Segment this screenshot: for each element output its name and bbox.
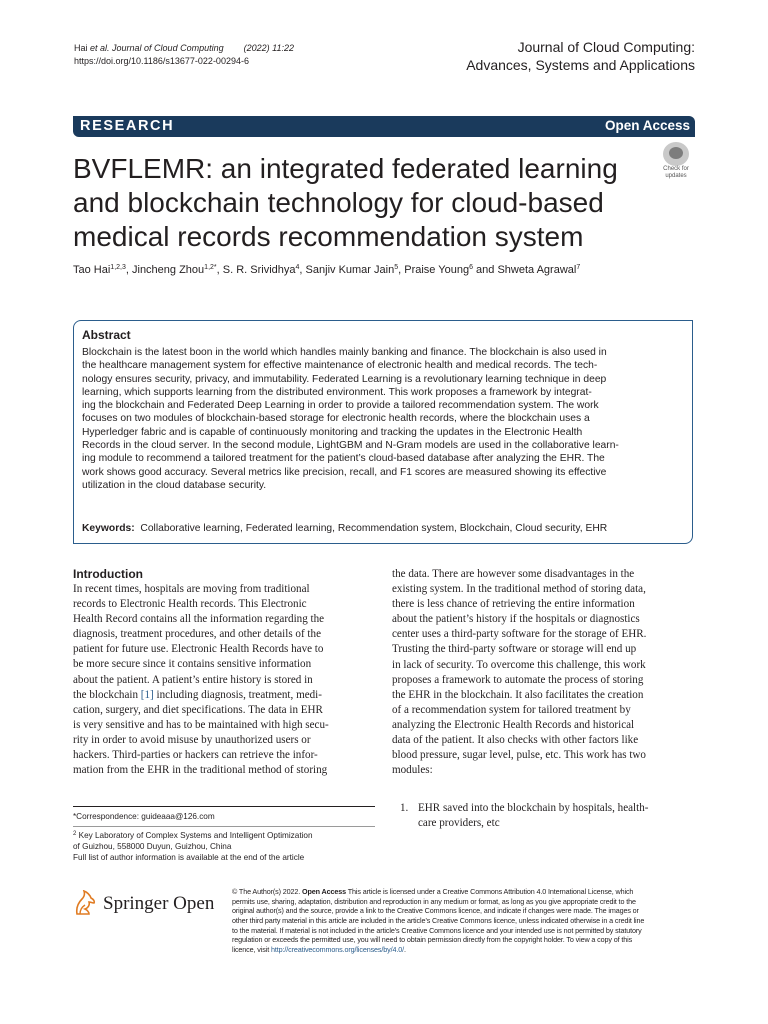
intro-line: be more secure since it contains sensitive information	[73, 658, 312, 671]
intro-line: the data. There are however some disadvantages in the	[392, 568, 635, 580]
intro-line: is very sensitive and has to be maintained with high secu-	[73, 718, 329, 731]
intro-line: proposes a framework to automate the process of storing	[392, 673, 644, 686]
intro-line: existing system. In the traditional method of storing data,	[392, 583, 646, 596]
doi-link[interactable]: https://doi.org/10.1186/s13677-022-00294-6	[74, 56, 249, 66]
affiliation-note	[73, 830, 383, 863]
abstract-line: learning, which supports learning from the distributed environment. This work proposes a framework by integrat-	[82, 386, 592, 398]
open-access-label: Open Access	[604, 118, 690, 133]
citation-header	[74, 42, 294, 68]
license-line	[232, 926, 694, 936]
intro-line: center uses a third-party software for the storage of EHR.	[392, 628, 647, 641]
intro-line: hackers. Third-parties or hackers can retrieve the infor-	[73, 749, 318, 762]
license-text	[232, 887, 694, 955]
abstract-line: Hyperledger fabric and is capable of continuously monitoring and tracking the updates in the Electronic Health	[82, 426, 583, 438]
author-affiliation: 1,2*	[204, 264, 217, 271]
intro-right-column	[392, 567, 694, 778]
intro-line: rity in order to avoid misuse by unauthorized users or	[73, 733, 311, 746]
intro-line: of a recommendation system for tailored treatment by	[392, 703, 631, 716]
publisher-name: Springer Open	[103, 893, 215, 914]
license-line	[232, 935, 694, 945]
abstract-line: utilization in the cloud database security.	[82, 479, 267, 491]
list-item-text	[418, 801, 694, 831]
intro-line: data of the patient. It also checks with other factors like	[392, 734, 639, 747]
list-line2: care providers, etc	[418, 817, 500, 830]
intro-line: analyzing the Electronic Health Records and historical	[392, 718, 635, 731]
intro-line: about the patient. A patient’s entire history is stored in	[73, 673, 313, 686]
badge-text	[656, 166, 696, 179]
intro-line: there is less chance of retrieving the entire information	[392, 598, 635, 611]
affil-line1: Key Laboratory of Complex Systems and Intelligent Optimization	[76, 831, 313, 840]
license-text-line: licence, visit	[232, 944, 271, 954]
author-separator: ,	[398, 264, 405, 276]
keywords-list: Collaborative learning, Federated learning, Recommendation system, Blockchain, Cloud security, EHR	[140, 523, 608, 534]
license-text-line: This article is licensed under a Creative Commons Attribution 4.0 International License, which	[346, 887, 634, 896]
license-line	[232, 945, 694, 955]
license-line	[232, 897, 694, 907]
author-separator: ,	[216, 264, 223, 276]
section-label: RESEARCH	[80, 118, 175, 134]
author-name: Shweta Agrawal	[497, 264, 577, 276]
footnote-divider	[73, 806, 375, 807]
author-affiliation: 5	[394, 264, 399, 271]
author-name: Sanjiv Kumar Jain	[305, 264, 395, 276]
citation-link[interactable]: [1]	[140, 688, 154, 701]
keywords	[82, 522, 685, 535]
license-text-line: permits use, sharing, adaptation, distribution and reproduction in any medium or format, as long as you give appropriate credit to the	[232, 896, 636, 906]
license-text-line: to the material. If material is not included in the article’s Creative Commons licence and your intended use is not permitted by statutory	[232, 925, 642, 935]
license-line	[232, 906, 694, 916]
affil-line3: Full list of author information is available at the end of the article	[73, 853, 305, 862]
license-prefix: © The Author(s) 2022.	[232, 887, 303, 896]
abstract-line: the healthcare management system for effective maintenance of electronic health and medical records. The tech-	[82, 360, 598, 372]
list-number: 1.	[400, 802, 409, 814]
license-line	[232, 887, 694, 897]
badge-line1: Check for	[663, 166, 689, 172]
abstract-line: ing module to recommend a tailored treatment for the patient’s cloud-based database after analyzing the EHR. The	[82, 453, 605, 465]
intro-line: In recent times, hospitals are moving from traditional	[73, 583, 310, 595]
license-text-line: regulation or exceeds the permitted use, you will need to obtain permission directly from the copyright holder. To view a copy of this	[232, 935, 633, 945]
license-suffix: .	[404, 944, 406, 954]
author-separator: and	[472, 264, 498, 276]
author-affiliation: 7	[576, 264, 581, 271]
intro-left-column	[73, 582, 375, 778]
list-line1: EHR saved into the blockchain by hospitals, health-	[418, 802, 649, 814]
author-name: Jincheng Zhou	[132, 264, 205, 276]
author-separator: ,	[125, 264, 132, 276]
citation-journal: et al. Journal of Cloud Computing	[90, 43, 224, 53]
intro-line	[73, 688, 375, 703]
intro-line: patient for future use. Electronic Health Records have to	[73, 643, 324, 656]
intro-line: cation, surgery, and diet specifications. The data in EHR	[73, 703, 323, 716]
license-open-access: Open Access	[302, 887, 347, 896]
intro-line: records to Electronic Health records. This Electronic	[73, 598, 307, 611]
author-affiliation: 1,2,3	[110, 264, 126, 271]
abstract-line: ing the blockchain and Federated Deep Learning in order to provide a tailored recommendation system. The work	[82, 400, 599, 412]
license-text-line: other third party material in this article are included in the article’s Creative Commons licence, unless indicated otherwise in a credit line	[232, 915, 645, 925]
author-name: Praise Young	[404, 264, 470, 276]
journal-title-line2: Advances, Systems and Applications	[466, 57, 695, 73]
author-name: Tao Hai	[73, 264, 111, 276]
citation-year: (2022) 11:22	[243, 43, 294, 53]
introduction-heading: Introduction	[73, 567, 143, 581]
intro-line: mation from the EHR in the traditional method of storing	[73, 764, 328, 777]
abstract-line: focuses on two modules of blockchain-based storage for electronic health records, where the blockchain uses a	[82, 413, 590, 425]
affil-line2: of Guizhou, 558000 Duyun, Guizhou, China	[73, 842, 232, 851]
intro-line: diagnosis, treatment procedures, and other details of the	[73, 628, 321, 641]
title-line2: and blockchain technology for cloud-based	[73, 187, 604, 218]
title-line1: BVFLEMR: an integrated federated learning	[73, 153, 618, 184]
abstract-text	[82, 346, 685, 492]
keywords-label: Keywords:	[82, 523, 135, 534]
citation-authors: Hai	[74, 43, 91, 53]
intro-line: Trusting the third-party software or storage will end up	[392, 643, 637, 656]
check-updates-icon-inner	[669, 147, 683, 159]
abstract-line: Blockchain is the latest boon in the world which handles mainly banking and finance. The blockchain is also used in	[82, 347, 607, 358]
author-separator: ,	[299, 264, 306, 276]
abstract-line: nology ensures security, privacy, and immutability. Federated Learning is a revolutionary learning technique in deep	[82, 373, 607, 385]
springer-horse-icon	[73, 890, 97, 916]
journal-title	[466, 38, 695, 74]
article-title	[73, 152, 653, 254]
correspondence-note: *Correspondence: guideaaa@126.com	[73, 812, 215, 821]
intro-line: about the patient’s history if the hospitals or diagnostics	[392, 613, 640, 626]
abstract-heading: Abstract	[82, 328, 131, 342]
journal-title-line1: Journal of Cloud Computing:	[517, 39, 695, 55]
intro-line: in lack of security. To overcome this challenge, this work	[392, 658, 646, 671]
author-affiliation: 6	[469, 264, 473, 271]
abstract-line: Records in the cloud server. In the second module, LightGBM and N-Gram models are used in the collaborative learn-	[82, 440, 619, 452]
license-line	[232, 916, 694, 926]
license-url-link[interactable]: http://creativecommons.org/licenses/by/4.0/	[270, 944, 405, 954]
check-for-updates-badge[interactable]	[656, 142, 696, 180]
intro-text: the blockchain	[73, 688, 141, 701]
affil-sup: 2	[73, 831, 77, 837]
author-name: S. R. Srividhya	[222, 264, 296, 276]
intro-text: including diagnosis, treatment, medi-	[153, 688, 322, 701]
intro-line: Health Record contains all the information regarding the	[73, 613, 325, 626]
badge-line2: updates	[665, 172, 687, 179]
intro-line: blood pressure, sugar level, pulse, etc. This work has two	[392, 749, 646, 762]
author-affiliation: 4	[295, 264, 300, 271]
intro-line: the EHR in the blockchain. It also facilitates the creation	[392, 688, 644, 701]
abstract-line: work shows good accuracy. Several metrics like precision, recall, and F1 scores are measured showing its effective	[82, 466, 607, 478]
footnote-divider-2	[73, 826, 375, 827]
intro-line: modules:	[392, 764, 433, 777]
title-line3: medical records recommendation system	[73, 221, 584, 252]
author-list	[73, 263, 580, 278]
license-text-line: original author(s) and the source, provide a link to the Creative Commons licence, and indicate if changes were made. The images or	[232, 906, 639, 916]
